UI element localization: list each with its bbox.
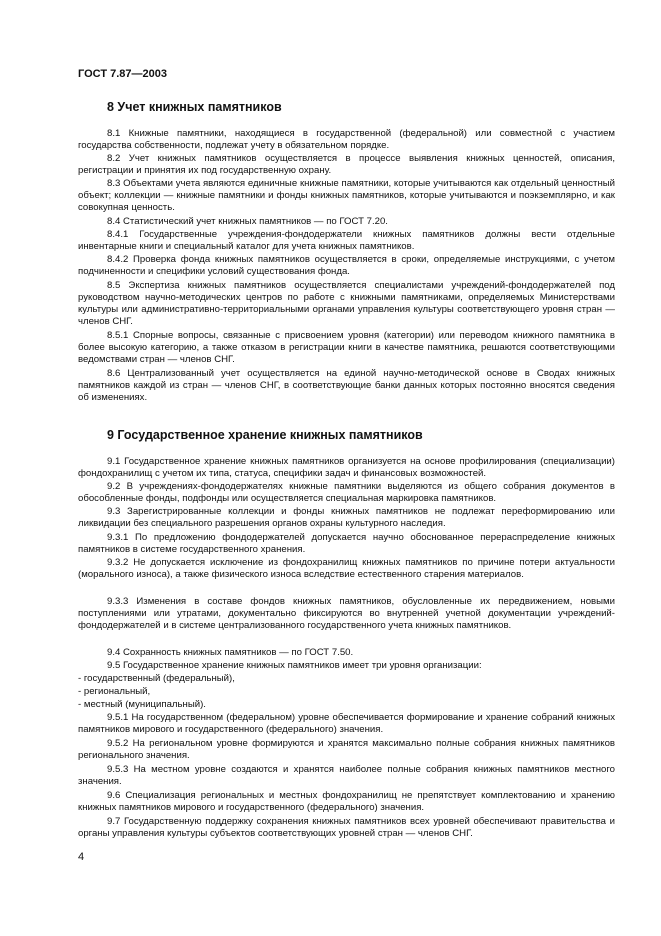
- paragraph-8-5-1: 8.5.1 Спорные вопросы, связанные с присвоением уровня (категории) или переводом книжного памятника в более высокую категорию, а также отказом в регистрации книги в качестве памятника, решаются соответствующими ведомствами стран — членов СНГ.: [78, 330, 615, 366]
- paragraph-9-6: 9.6 Специализация региональных и местных фондохранилищ не препятствует комплектованию и хранению книжных памятников мирового и государственного (федерального) значения.: [78, 790, 615, 814]
- paragraph-9-3-2: 9.3.2 Не допускается исключение из фондохранилищ книжных памятников по причине потери актуальности (морального износа), а также физического износа вследствие естественного старения материалов.: [78, 557, 615, 581]
- paragraph-9-4: 9.4 Сохранность книжных памятников — по ГОСТ 7.50.: [107, 647, 354, 658]
- paragraph-8-1: 8.1 Книжные памятники, находящиеся в государственной (федеральной) или совместной с участием государства собственности, подлежат учету в обязательном порядке.: [78, 128, 615, 152]
- list-item-regional: - региональный,: [78, 686, 151, 697]
- paragraph-9-3: 9.3 Зарегистрированные коллекции и фонды книжных памятников не подлежат переформированию или ликвидации без специального разрешения органов охраны культурного наследия.: [78, 506, 615, 530]
- paragraph-9-3-3: 9.3.3 Изменения в составе фондов книжных памятников, обусловленные их передвижением, новыми поступлениями или утратами, документально фиксируются во внутренней учетной документации учреждений-фондодержателей и в системе централизованного государственного учета книжных памятников.: [78, 596, 615, 632]
- paragraph-8-6: 8.6 Централизованный учет осуществляется на единой научно-методической основе в Сводах книжных памятников каждой из стран — членов СНГ, в соответствующие банки данных которых постоянно вносятся сведения об изменениях.: [78, 368, 615, 404]
- section-9-title: 9 Государственное хранение книжных памятников: [107, 428, 423, 442]
- paragraph-9-5-3: 9.5.3 На местном уровне создаются и хранятся наиболее полные собрания книжных памятников местного значения.: [78, 764, 615, 788]
- paragraph-8-4-1: 8.4.1 Государственные учреждения-фондодержатели книжных памятников должны вести отдельные инвентарные книги и специальный каталог для учета книжных памятников.: [78, 229, 615, 253]
- section-8-title: 8 Учет книжных памятников: [107, 100, 282, 114]
- paragraph-9-5: 9.5 Государственное хранение книжных памятников имеет три уровня организации:: [107, 660, 482, 671]
- paragraph-8-3: 8.3 Объектами учета являются единичные книжные памятники, которые учитываются как отдельный ценностный объект; коллекции — книжные памятники и фонды книжных памятников, которые учитываются и поэкземплярно, и как совокупная ценность.: [78, 178, 615, 214]
- paragraph-9-5-2: 9.5.2 На региональном уровне формируются и хранятся максимально полные собрания книжных памятников регионального значения.: [78, 738, 615, 762]
- page-number: 4: [78, 851, 85, 863]
- document-header: ГОСТ 7.87—2003: [78, 68, 167, 80]
- list-item-federal: - государственный (федеральный),: [78, 673, 235, 684]
- paragraph-9-5-1: 9.5.1 На государственном (федеральном) уровне обеспечивается формирование и хранение собраний книжных памятников мирового и государственного (федерального) значения.: [78, 712, 615, 736]
- paragraph-9-7: 9.7 Государственную поддержку сохранения книжных памятников всех уровней обеспечивают правительства и органы управления культуры субъектов соответствующих уровней стран — членов СНГ.: [78, 816, 615, 840]
- paragraph-9-2: 9.2 В учреждениях-фондодержателях книжные памятники выделяются из общего собрания документов в обособленные фонды, подфонды или осуществляется специальная маркировка памятников.: [78, 481, 615, 505]
- paragraph-8-5: 8.5 Экспертиза книжных памятников осуществляется специалистами учреждений-фондодержателей под руководством научно-методических центров по работе с книжными памятниками, определяемых Министерствами культуры или административно-территориальными органами управления культуры соответствующего уровня стран — членов СНГ.: [78, 280, 615, 328]
- paragraph-8-4-2: 8.4.2 Проверка фонда книжных памятников осуществляется в сроки, определяемые инструкциями, с учетом подчиненности и специфики условий существования фонда.: [78, 254, 615, 278]
- paragraph-8-4: 8.4 Статистический учет книжных памятников — по ГОСТ 7.20.: [107, 216, 388, 227]
- paragraph-9-3-1: 9.3.1 По предложению фондодержателей допускается научно обоснованное перераспределение книжных памятников в системе государственного хранения.: [78, 532, 615, 556]
- list-item-local: - местный (муниципальный).: [78, 699, 206, 710]
- paragraph-9-1: 9.1 Государственное хранение книжных памятников организуется на основе профилирования (специализации) фондохранилищ с учетом их типа, статуса, специфики задач и финансовых возможностей.: [78, 456, 615, 480]
- paragraph-8-2: 8.2 Учет книжных памятников осуществляется в процессе выявления книжных ценностей, описания, регистрации и принятия их под государственную охрану.: [78, 153, 615, 177]
